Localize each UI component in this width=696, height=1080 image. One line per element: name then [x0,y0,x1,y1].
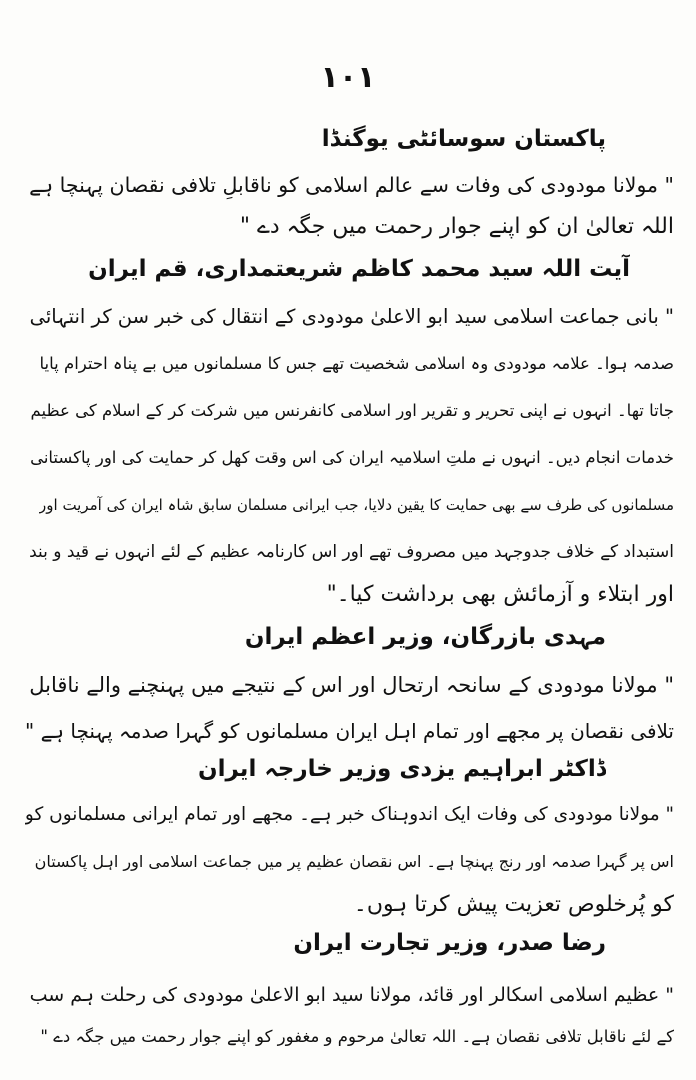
text-line: مسلمانوں کی طرف سے بھی حمایت کا یقین دلایا، جب ایرانی مسلمان سابق شاہ ایران کی آمریت اور [39,496,674,514]
text-line: تلافی نقصان پر مجھے اور تمام اہل ایران مسلمانوں کو گہرا صدمہ پہنچا ہے " [25,719,674,743]
text-line: اس پر گہرا صدمہ اور رنج پہنچا ہے۔ اس نقصان عظیم پر میں جماعت اسلامی اور اہل پاکستان [34,852,674,871]
text-line: " مولانا مودودی کی وفات ایک اندوہناک خبر ہے۔ مجھے اور تمام ایرانی مسلمانوں کو [24,804,674,825]
section-heading: رضا صدر، وزیر تجارت ایران [293,930,606,956]
section-heading: آیت اللہ سید محمد کاظم شریعتمداری، قم ایران [88,256,630,282]
text-line: " مولانا مودودی کی وفات سے عالم اسلامی کو ناقابلِ تلافی نقصان پہنچا ہے [29,173,674,197]
text-line: اللہ تعالیٰ ان کو اپنے جوار رحمت میں جگہ دے " [239,214,674,239]
text-line: اور ابتلاء و آزمائش بھی برداشت کیا۔" [326,582,674,607]
page-number: ۱۰۱ [320,60,376,95]
text-line: کو پُرخلوص تعزیت پیش کرتا ہوں۔ [353,892,674,917]
text-line: " بانی جماعت اسلامی سید ابو الاعلیٰ مودودی کے انتقال کی خبر سن کر انتہائی [29,305,674,328]
text-line: کے لئے ناقابل تلافی نقصان ہے۔ اللہ تعالیٰ مرحوم و مغفور کو اپنے جوار رحمت میں جگہ دے " [40,1027,674,1046]
section-heading: مہدی بازرگان، وزیر اعظم ایران [244,624,606,650]
section-heading: پاکستان سوسائٹی یوگنڈا [321,126,606,152]
text-line: جاتا تھا۔ انہوں نے اپنی تحریر و تقریر اور اسلامی کانفرنس میں شرکت کر کے اسلام کی عظیم [30,401,674,420]
section-heading: ڈاکٹر ابراہیم یزدی وزیر خارجہ ایران [197,756,606,782]
text-line: صدمہ ہوا۔ علامہ مودودی وہ اسلامی شخصیت تھے جس کا مسلمانوں میں بے پناہ احترام پایا [39,354,674,373]
text-line: خدمات انجام دیں۔ انہوں نے ملتِ اسلامیہ ایران کی اس وقت کھل کر حمایت کی اور پاکستانی [30,448,674,467]
text-line: " مولانا مودودی کے سانحہ ارتحال اور اس کے نتیجے میں پہنچنے والے ناقابل [29,673,674,697]
text-line: " عظیم اسلامی اسکالر اور قائد، مولانا سید ابو الاعلیٰ مودودی کی رحلت ہم سب [29,984,674,1006]
text-line: استبداد کے خلاف جدوجہد میں مصروف تھے اور اس کارنامہ عظیم کے لئے انہوں نے قید و بند [29,542,674,562]
